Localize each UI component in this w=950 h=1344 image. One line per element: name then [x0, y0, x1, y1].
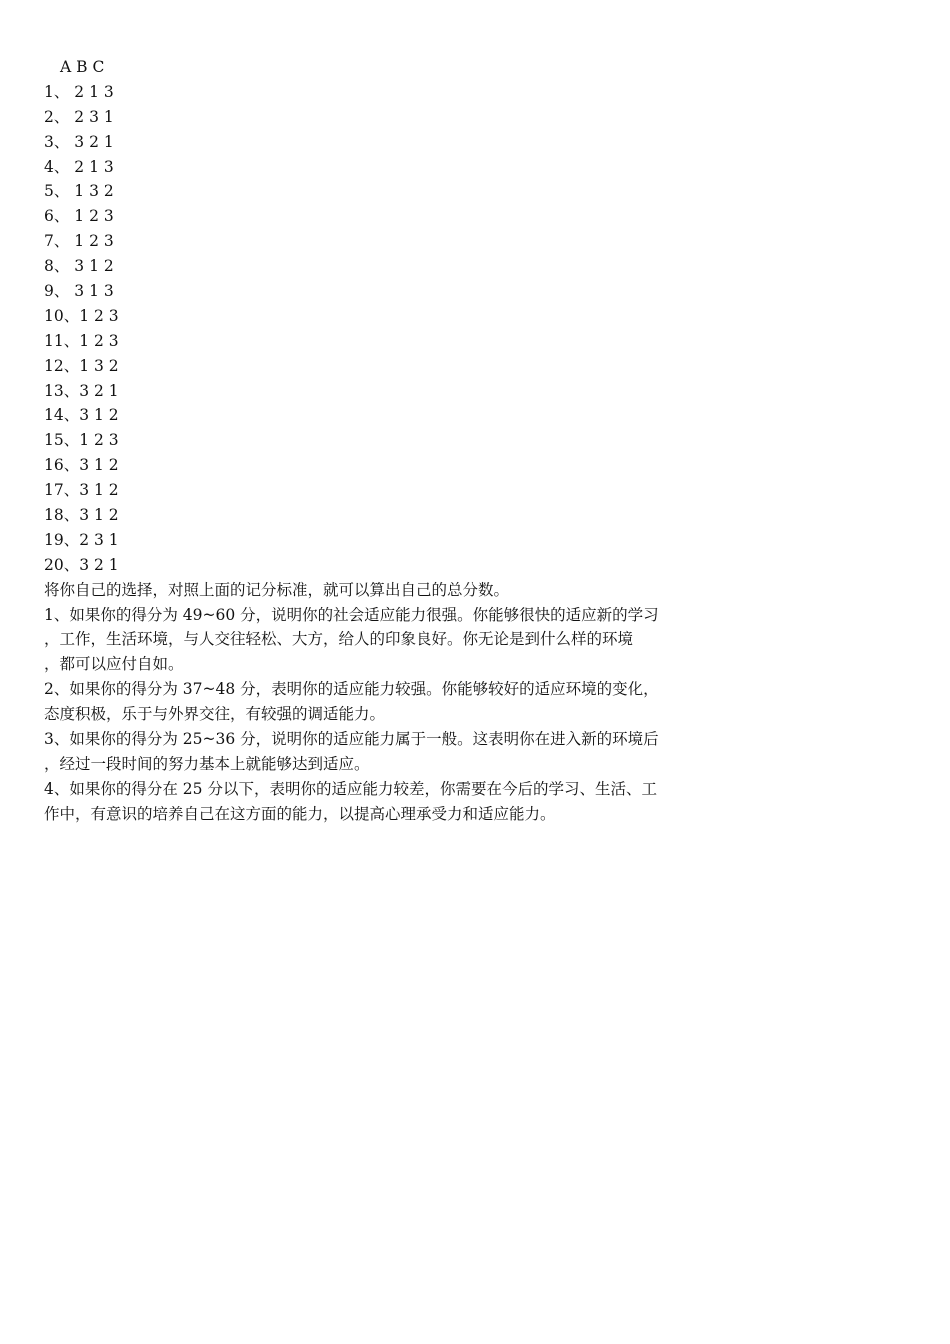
score-row: 10、1 2 3	[44, 306, 119, 325]
score-row: 12、1 3 2	[44, 356, 119, 375]
paragraph-line: 3、如果你的得分为 25~36 分，说明你的适应能力属于一般。这表明你在进入新的环境后	[44, 730, 659, 749]
score-row: 13、3 2 1	[44, 381, 119, 400]
score-row: 1、 2 1 3	[44, 82, 114, 101]
score-row: 8、 3 1 2	[44, 257, 114, 276]
score-row: 6、 1 2 3	[44, 207, 114, 226]
paragraph-line: 4、如果你的得分在 25 分以下，表明你的适应能力较差，你需要在今后的学习、生活、工	[44, 779, 657, 798]
paragraph-line: 态度积极，乐于与外界交往，有较强的调适能力。	[44, 705, 386, 724]
score-row: 19、2 3 1	[44, 530, 119, 549]
score-row: 4、 2 1 3	[44, 157, 114, 176]
score-row: 14、3 1 2	[44, 406, 119, 425]
score-table-header: A B C	[60, 58, 105, 76]
score-table	[44, 80, 744, 578]
score-row: 15、1 2 3	[44, 431, 119, 450]
paragraph-line: 作中，有意识的培养自己在这方面的能力，以提高心理承受力和适应能力。	[44, 804, 556, 823]
score-row: 7、 1 2 3	[44, 232, 114, 251]
score-row: 5、 1 3 2	[44, 182, 114, 201]
result-explanation	[44, 578, 744, 827]
paragraph-line: 1、如果你的得分为 49~60 分，说明你的社会适应能力很强。你能够很快的适应新的学习	[44, 605, 659, 624]
score-row: 9、 3 1 3	[44, 282, 114, 301]
score-row: 11、1 2 3	[44, 331, 119, 350]
scoring-instruction: 将你自己的选择，对照上面的记分标准，就可以算出自己的总分数。	[44, 580, 510, 599]
paragraph-line: ，经过一段时间的努力基本上就能够达到适应。	[44, 754, 370, 773]
paragraph-line: ，工作，生活环境，与人交往轻松、大方，给人的印象良好。你无论是到什么样的环境	[44, 630, 634, 649]
paragraph-line: ，都可以应付自如。	[44, 655, 184, 674]
score-row: 2、 2 3 1	[44, 107, 114, 126]
score-row: 16、3 1 2	[44, 456, 119, 475]
score-row: 17、3 1 2	[44, 481, 119, 500]
score-row: 18、3 1 2	[44, 506, 119, 525]
paragraph-line: 2、如果你的得分为 37~48 分，表明你的适应能力较强。你能够较好的适应环境的变化，	[44, 680, 659, 699]
score-row: 3、 3 2 1	[44, 132, 114, 151]
document-page	[44, 55, 744, 827]
score-row: 20、3 2 1	[44, 555, 119, 574]
